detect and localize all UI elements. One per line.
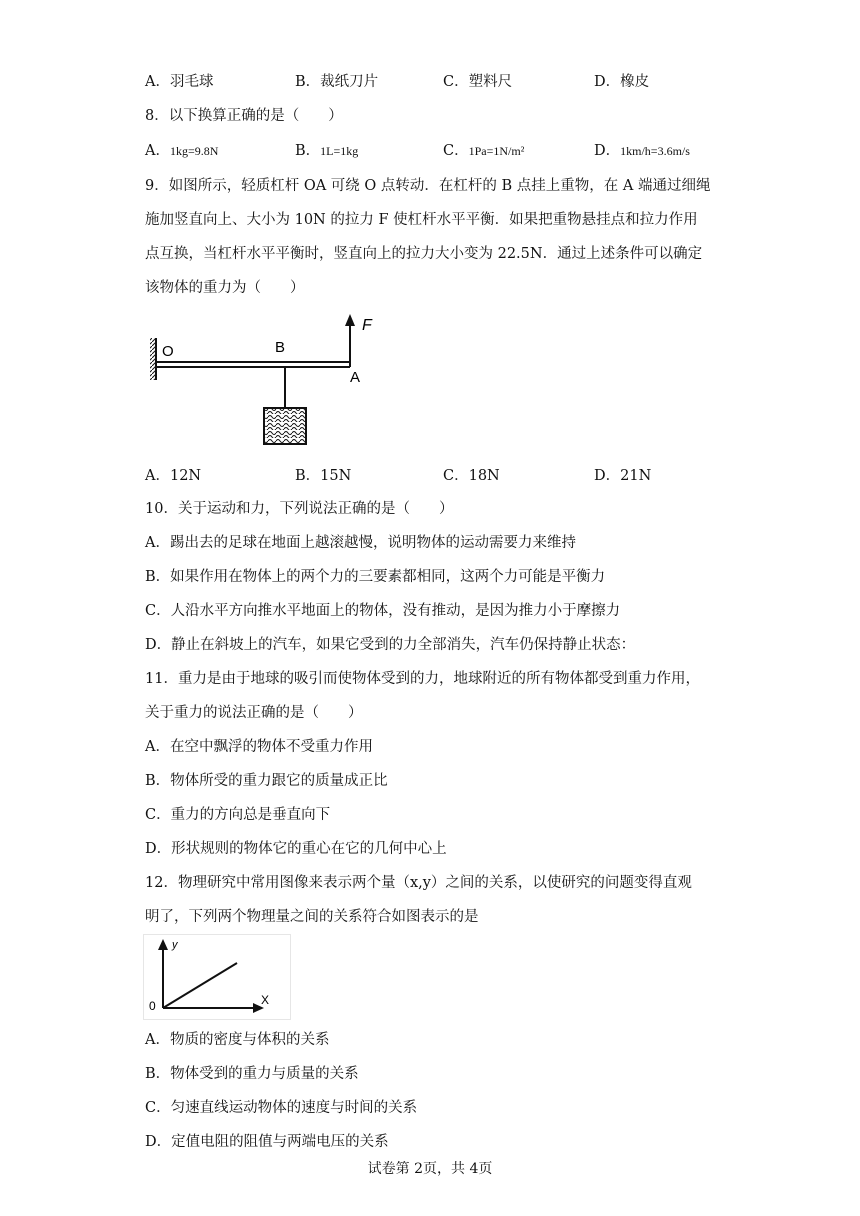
q7-option-a: A．羽毛球 bbox=[145, 74, 214, 90]
q10-option-a: A．踢出去的足球在地面上越滚越慢，说明物体的运动需要力来维持 bbox=[145, 535, 576, 551]
q12-option-a: A．物质的密度与体积的关系 bbox=[145, 1032, 330, 1048]
label-b: B bbox=[275, 339, 286, 356]
q12-option-c: C．匀速直线运动物体的速度与时间的关系 bbox=[145, 1100, 418, 1116]
q9-line-1: 9．如图所示，轻质杠杆 OA 可绕 O 点转动．在杠杆的 B 点挂上重物，在 A 端通过细绳 bbox=[145, 178, 711, 194]
q9-line-4: 该物体的重力为（ ） bbox=[145, 280, 305, 296]
wall-support bbox=[150, 338, 156, 380]
q12-option-b: B．物体受到的重力与质量的关系 bbox=[145, 1066, 359, 1082]
q11-option-a: A．在空中飘浮的物体不受重力作用 bbox=[145, 739, 373, 755]
q8-option-c: C．1Pa=1N/m² bbox=[443, 143, 525, 159]
q8-option-d: D．1km/h=3.6m/s bbox=[594, 143, 690, 159]
q12-option-d: D．定值电阻的阻值与两端电压的关系 bbox=[145, 1134, 389, 1150]
label-f: F bbox=[362, 317, 372, 334]
page-footer: 试卷第 2页，共 4页 bbox=[367, 1161, 493, 1177]
q9-line-3: 点互换，当杠杆水平平衡时，竖直向上的拉力大小变为 22.5N．通过上述条件可以确定 bbox=[145, 246, 703, 262]
q9-option-c: C．18N bbox=[443, 468, 500, 484]
q8-option-b: B．1L=1kg bbox=[295, 143, 359, 159]
q12-line-1: 12．物理研究中常用图像来表示两个量（x,y）之间的关系，以使研究的问题变得直观 bbox=[145, 875, 692, 891]
q12-line-2: 明了，下列两个物理量之间的关系符合如图表示的是 bbox=[145, 909, 479, 925]
lever-figure bbox=[140, 310, 380, 450]
pull-rope-arrow bbox=[345, 314, 355, 362]
q8-stem: 8．以下换算正确的是（ ） bbox=[145, 108, 343, 124]
proportional-line bbox=[163, 963, 237, 1008]
q7-option-c: C．塑料尺 bbox=[443, 74, 513, 90]
lever-bar bbox=[156, 362, 350, 367]
q8-option-a: A．1kg=9.8N bbox=[145, 143, 219, 159]
q10-stem: 10．关于运动和力，下列说法正确的是（ ） bbox=[145, 501, 454, 517]
label-a: A bbox=[350, 369, 361, 386]
q11-line-2: 关于重力的说法正确的是（ ） bbox=[145, 705, 363, 721]
q10-option-c: C．人沿水平方向推水平地面上的物体，没有推动，是因为推力小于摩擦力 bbox=[145, 603, 621, 619]
q9-option-a: A．12N bbox=[145, 468, 202, 484]
q11-option-c: C．重力的方向总是垂直向下 bbox=[145, 807, 331, 823]
graph-label-origin: 0 bbox=[149, 999, 156, 1013]
q11-option-b: B．物体所受的重力跟它的质量成正比 bbox=[145, 773, 388, 789]
q11-option-d: D．形状规则的物体它的重心在它的几何中心上 bbox=[145, 841, 447, 857]
y-axis bbox=[158, 939, 168, 1008]
q9-option-d: D．21N bbox=[594, 468, 652, 484]
q9-option-b: B．15N bbox=[295, 468, 352, 484]
q7-option-d: D．橡皮 bbox=[594, 74, 650, 90]
weight-block bbox=[264, 408, 306, 444]
graph-label-y: y bbox=[172, 939, 178, 951]
x-axis bbox=[163, 1003, 264, 1013]
q9-line-2: 施加竖直向上、大小为 10N 的拉力 F 使杠杆水平平衡．如果把重物悬挂点和拉力作用 bbox=[145, 212, 698, 228]
q10-option-b: B．如果作用在物体上的两个力的三要素都相同，这两个力可能是平衡力 bbox=[145, 569, 606, 585]
xy-graph-figure bbox=[143, 934, 291, 1020]
q7-option-b: B．裁纸刀片 bbox=[295, 74, 379, 90]
graph-label-x: X bbox=[261, 993, 270, 1007]
label-o: O bbox=[162, 343, 174, 360]
q10-option-d: D．静止在斜坡上的汽车，如果它受到的力全部消失，汽车仍保持静止状态： bbox=[145, 637, 636, 653]
q11-line-1: 11．重力是由于地球的吸引而使物体受到的力，地球附近的所有物体都受到重力作用， bbox=[145, 671, 700, 687]
